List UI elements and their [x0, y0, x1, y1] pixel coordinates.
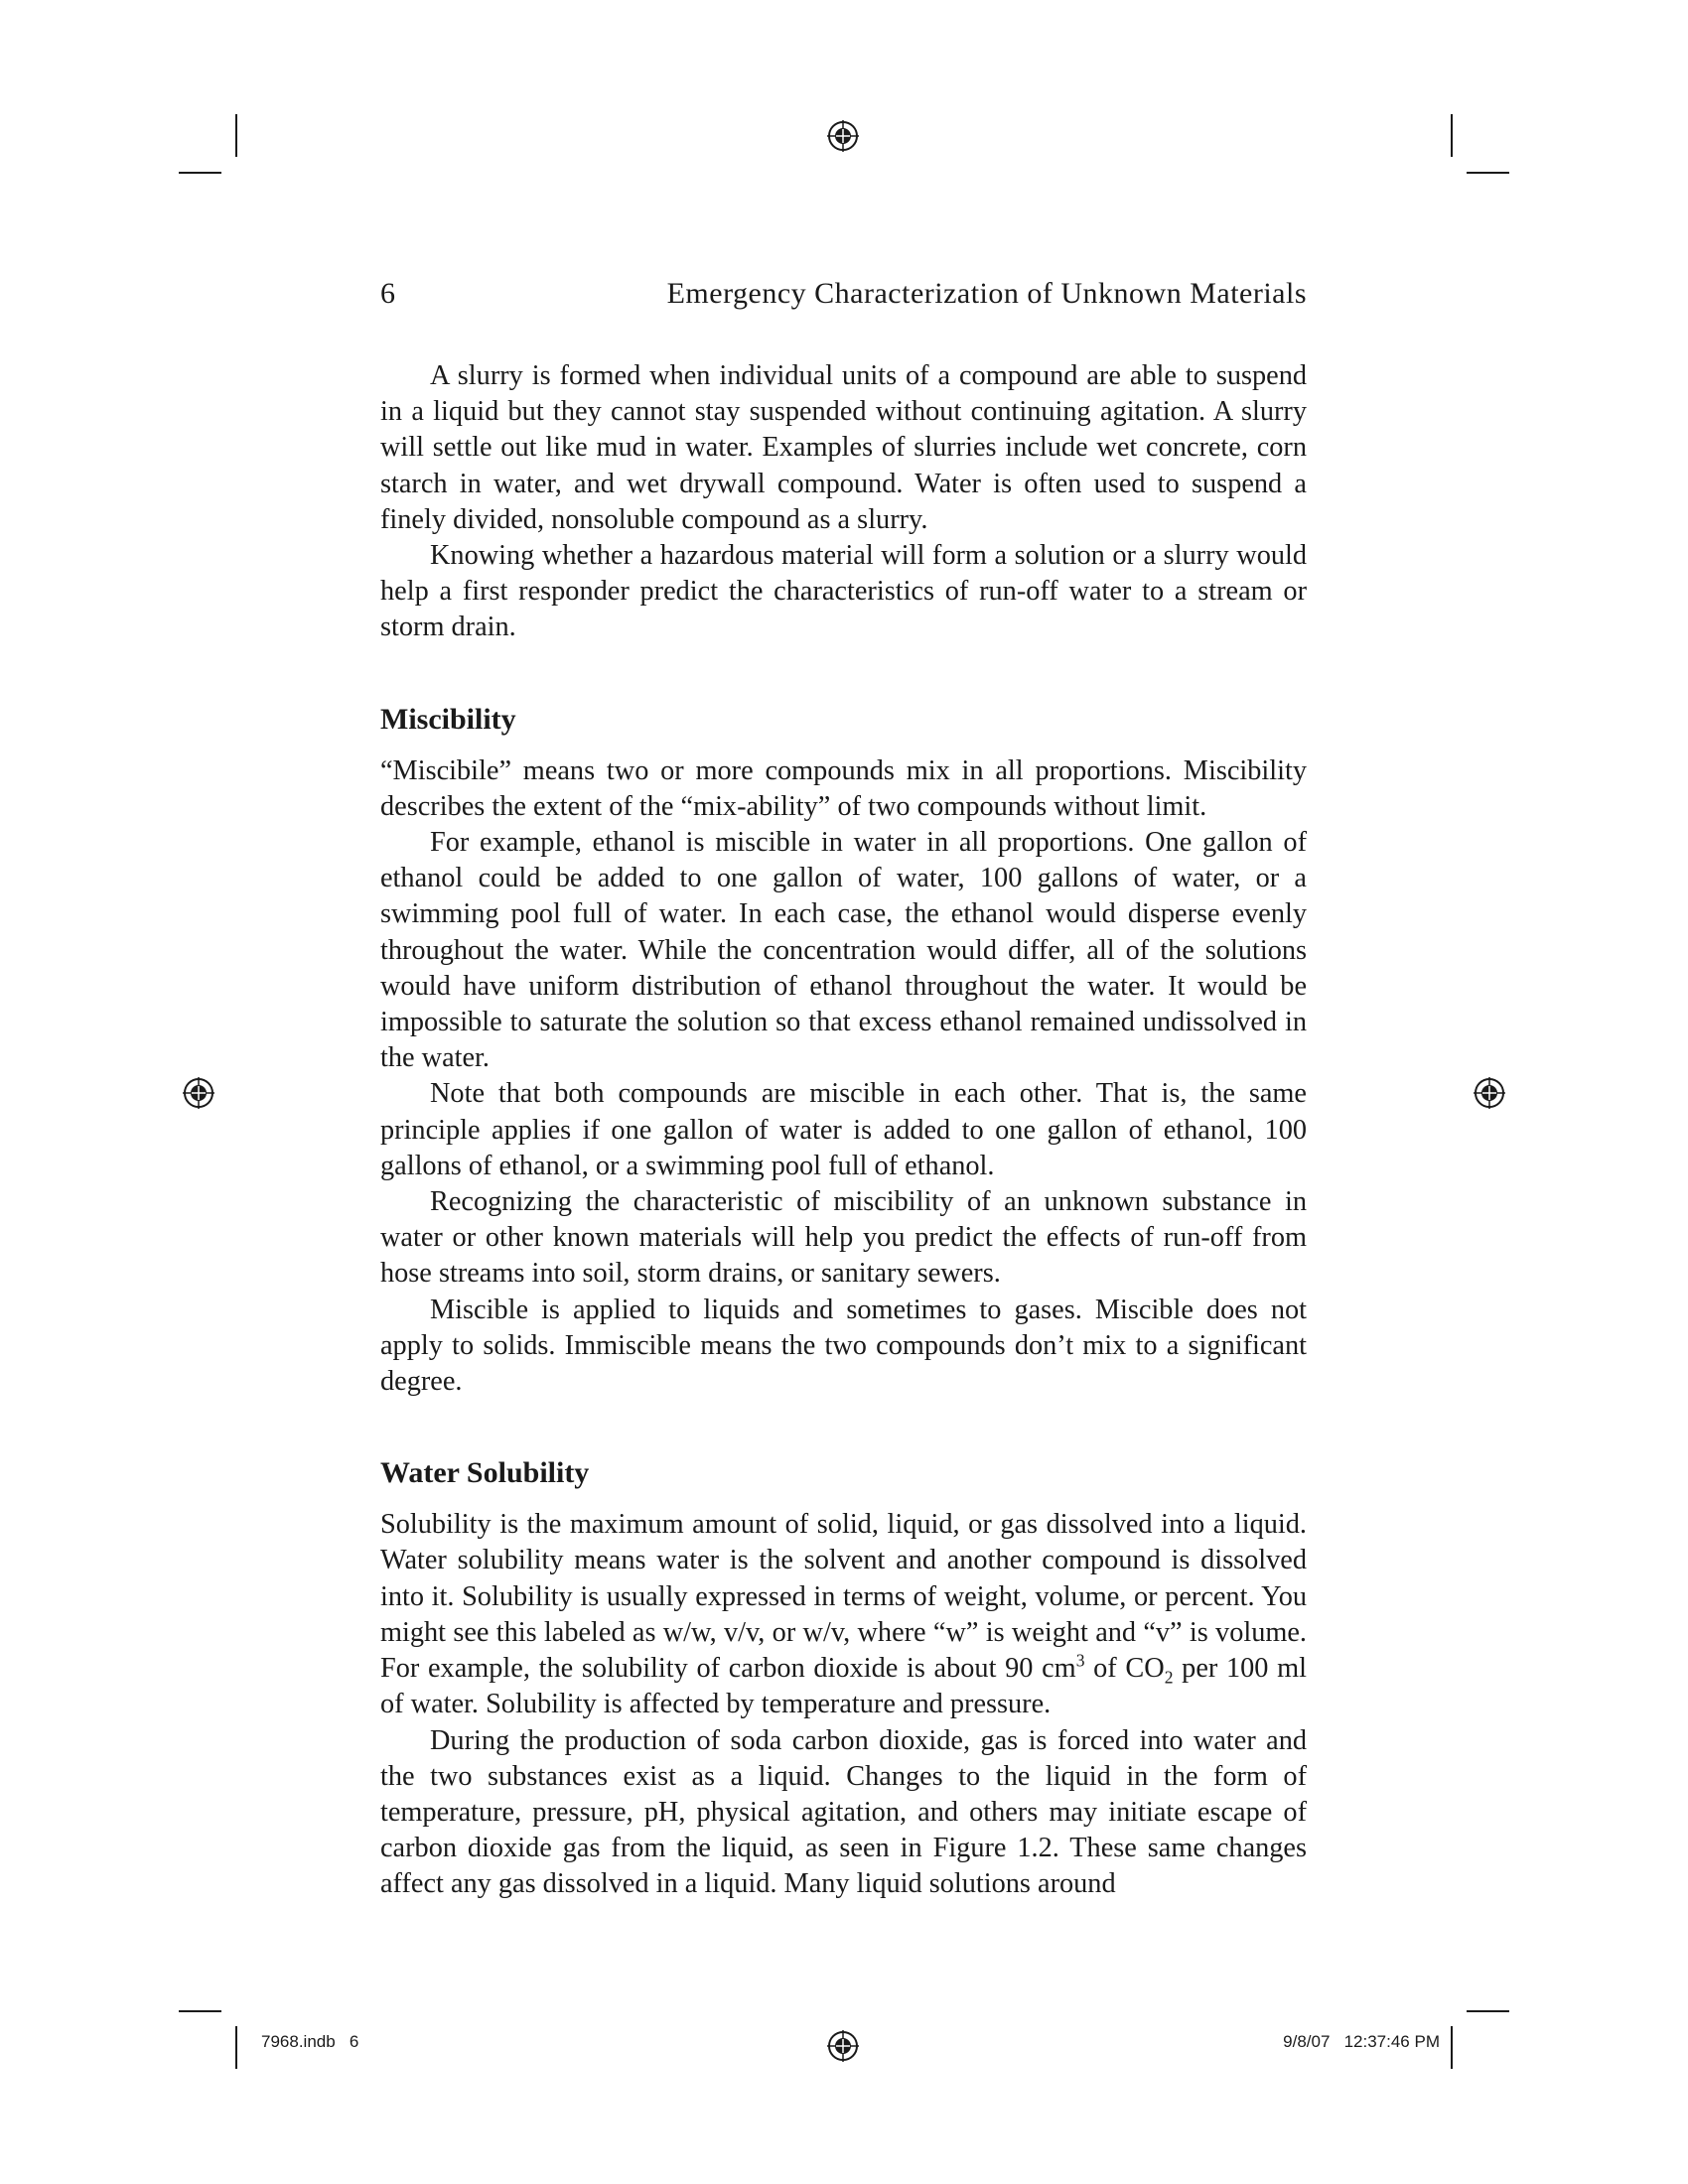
crop-mark-top-right-vertical — [1451, 114, 1453, 157]
slug-timestamp: 9/8/07 12:37:46 PM — [1283, 2032, 1440, 2051]
registration-mark-icon — [826, 2029, 860, 2063]
superscript: 3 — [1075, 1650, 1085, 1671]
running-head — [380, 276, 1307, 312]
paragraph-ethanol-example: For example, ethanol is miscible in water in all proportions. One gallon of ethanol could be added to one gallon of water, 100 gallons of water, or a swimming pool full of water. In each case, the ethanol would disperse evenly throughout the water. While the concentration would differ, all of the solutions would have uniform distribution of ethanol throughout the water. It would be impossible to saturate the solution so that excess ethanol remained undissolved in the water. — [380, 827, 1307, 1074]
solubility-text: per 100 ml of water. Solubility is affected by temperature and pressure. — [380, 1653, 1308, 1720]
paragraph-solubility-definition — [380, 1507, 1307, 1722]
page-number: 6 — [380, 277, 395, 310]
crop-mark-bottom-right-horizontal — [1467, 2010, 1509, 2012]
crop-mark-top-left-vertical — [235, 114, 237, 157]
paragraph-slurry: A slurry is formed when individual units of a compound are able to suspend in a liquid but they cannot stay suspended without continuing agitation. A slurry will settle out like mud in water. Examples of slurries include wet concrete, corn starch in water, and wet drywall compound. Water is often used to suspend a finely divided, nonsoluble compound as a slurry. — [380, 360, 1307, 535]
slug-file-info: 7968.indb 6 — [261, 2032, 359, 2051]
running-head-title: Emergency Characterization of Unknown Materials — [666, 277, 1307, 310]
paragraph-solution-or-slurry: Knowing whether a hazardous material will form a solution or a slurry would help a first responder predict the characteristics of run-off water to a stream or storm drain. — [380, 540, 1307, 643]
registration-mark-icon — [182, 1076, 215, 1110]
crop-mark-top-right-horizontal — [1467, 172, 1509, 174]
crop-mark-bottom-left-horizontal — [179, 2010, 221, 2012]
paragraph-recognizing-miscibility: Recognizing the characteristic of miscibility of an unknown substance in water or other known materials will help you predict the effects of run-off from hose streams into soil, storm drains, or sanitary sewers. — [380, 1186, 1307, 1290]
paragraph-soda-production: During the production of soda carbon dioxide, gas is forced into water and the two substances exist as a liquid. Changes to the liquid in the form of temperature, pressure, pH, physical agitation, and others may initiate escape of carbon dioxide gas from the liquid, as seen in Figure 1.2. These same changes affect any gas dissolved in a liquid. Many liquid solutions around — [380, 1724, 1307, 1900]
crop-mark-bottom-right-vertical — [1451, 2026, 1453, 2069]
paragraph-miscible-applied: Miscible is applied to liquids and sometimes to gases. Miscible does not apply to solids. Immiscible means the two compounds don’t mix to a significant degree. — [380, 1294, 1307, 1398]
paragraph-miscible-definition: “Miscibile” means two or more compounds mix in all proportions. Miscibility describes the extent of the “mix-ability” of two compounds without limit. — [380, 754, 1307, 822]
subscript: 2 — [1164, 1667, 1174, 1688]
crop-mark-bottom-left-vertical — [235, 2026, 237, 2069]
crop-mark-top-left-horizontal — [179, 172, 221, 174]
solubility-text: Solubility is the maximum amount of solid, liquid, or gas dissolved into a liquid. Water solubility means water is the solvent and another compound is dissolved into it. Solubility is usually expressed in terms of weight, volume, or percent. You might see this labeled as w/w, v/v, or w/v, where “w” is weight and “v” is volume. For example, the solubility of carbon dioxide is about 90 cm — [380, 1509, 1307, 1685]
page-body — [380, 358, 1307, 1903]
registration-mark-icon — [826, 119, 860, 153]
paragraph-miscible-each-other: Note that both compounds are miscible in each other. That is, the same principle applies if one gallon of water is added to one gallon of ethanol, 100 gallons of ethanol, or a swimming pool full of ethanol. — [380, 1078, 1307, 1181]
solubility-text: of CO — [1084, 1653, 1165, 1685]
registration-mark-icon — [1473, 1076, 1506, 1110]
heading-water-solubility: Water Solubility — [380, 1456, 590, 1490]
heading-miscibility: Miscibility — [380, 702, 516, 736]
